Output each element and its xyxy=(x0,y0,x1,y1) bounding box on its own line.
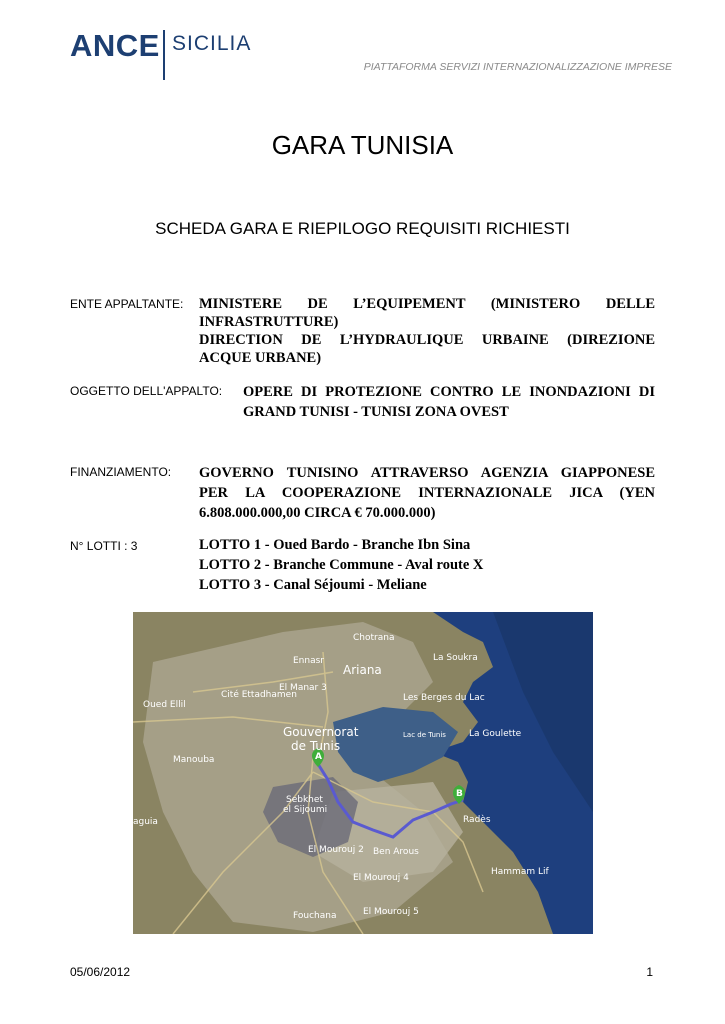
ente-value xyxy=(199,295,655,367)
label-de-tunis: de Tunis xyxy=(291,739,341,753)
logo-divider xyxy=(163,30,165,80)
finanziamento-line-3: 6.808.000.000,00 CIRCA € 70.000.000) xyxy=(199,505,436,521)
oggetto-line-1: OPERE DI PROTEZIONE CONTRO LE INONDAZIONI DI xyxy=(243,384,655,400)
finanziamento-line-1: GOVERNO TUNISINO ATTRAVERSO AGENZIA GIAPPONESE xyxy=(199,465,655,481)
ente-line-4: ACQUE URBANE) xyxy=(199,350,322,366)
platform-header: PIATTAFORMA SERVIZI INTERNAZIONALIZZAZIONE IMPRESE xyxy=(363,61,672,73)
oggetto-line-2: GRAND TUNISI - TUNISI ZONA OVEST xyxy=(243,404,509,420)
label-hammam-lif: Hammam Lif xyxy=(491,867,549,877)
lotto-2: LOTTO 2 - Branche Commune - Aval route X xyxy=(199,557,484,573)
label-manouba: Manouba xyxy=(173,755,215,765)
tunis-map xyxy=(133,612,593,934)
footer-date: 05/06/2012 xyxy=(70,965,131,979)
logo-sicilia-text: SICILIA xyxy=(172,32,252,55)
label-el-manar: El Manar 3 xyxy=(279,683,327,693)
page-title: GARA TUNISIA xyxy=(271,130,454,160)
label-soukra: La Soukra xyxy=(433,653,478,663)
label-chotrana: Chotrana xyxy=(353,633,395,643)
ance-sicilia-logo xyxy=(70,26,270,82)
lotto-1: LOTTO 1 - Oued Bardo - Branche Ibn Sina xyxy=(199,537,471,553)
label-ennasr: Ennasr xyxy=(293,656,324,666)
logo-ance-text: ANCE xyxy=(70,28,160,63)
label-el-mourouj-5: El Mourouj 5 xyxy=(363,907,419,917)
label-baguia: aguia xyxy=(133,817,158,827)
marker-b-label: B xyxy=(456,789,463,799)
label-fouchana: Fouchana xyxy=(293,911,337,921)
oggetto-label: OGGETTO DELL'APPALTO: xyxy=(70,384,223,398)
label-berges: Les Berges du Lac xyxy=(403,693,485,703)
finanziamento-value xyxy=(199,463,655,523)
lotti-list xyxy=(199,535,655,595)
label-ben-arous: Ben Arous xyxy=(373,847,419,857)
page-subtitle: SCHEDA GARA E RIEPILOGO REQUISITI RICHIESTI xyxy=(155,219,570,238)
label-rades: Radès xyxy=(463,815,491,825)
label-sebkhet: Sebkhet xyxy=(286,795,323,805)
ente-label: ENTE APPALTANTE: xyxy=(70,297,184,311)
label-el-mourouj: El Mourouj 2 xyxy=(308,845,364,855)
label-ariana: Ariana xyxy=(343,663,382,677)
oggetto-value xyxy=(243,382,655,422)
finanziamento-line-2: PER LA COOPERAZIONE INTERNAZIONALE JICA (YEN xyxy=(199,485,655,501)
lotto-3: LOTTO 3 - Canal Séjoumi - Meliane xyxy=(199,577,427,593)
label-la-goulette: La Goulette xyxy=(469,729,522,739)
label-lac: Lac de Tunis xyxy=(403,731,446,739)
page-number: 1 xyxy=(646,965,653,979)
label-gouvernorat: Gouvernorat xyxy=(283,725,359,739)
finanziamento-label: FINANZIAMENTO: xyxy=(70,465,172,479)
label-el-mourouj-4: El Mourouj 4 xyxy=(353,873,409,883)
lotti-label: N° LOTTI : 3 xyxy=(70,539,138,553)
ente-line-2: INFRASTRUTTURE) xyxy=(199,314,339,330)
marker-a-label: A xyxy=(315,752,322,762)
label-sijoumi: el Sijoumi xyxy=(283,805,328,815)
ente-line-3: DIRECTION DE L’HYDRAULIQUE URBAINE (DIREZIONE xyxy=(199,332,655,348)
ente-line-1: MINISTERE DE L’EQUIPEMENT (MINISTERO DELLE xyxy=(199,296,655,312)
label-oued-ellil: Oued Ellil xyxy=(143,700,186,710)
map-svg xyxy=(133,612,593,934)
label-cite: Cité Ettadhamen xyxy=(221,690,297,700)
